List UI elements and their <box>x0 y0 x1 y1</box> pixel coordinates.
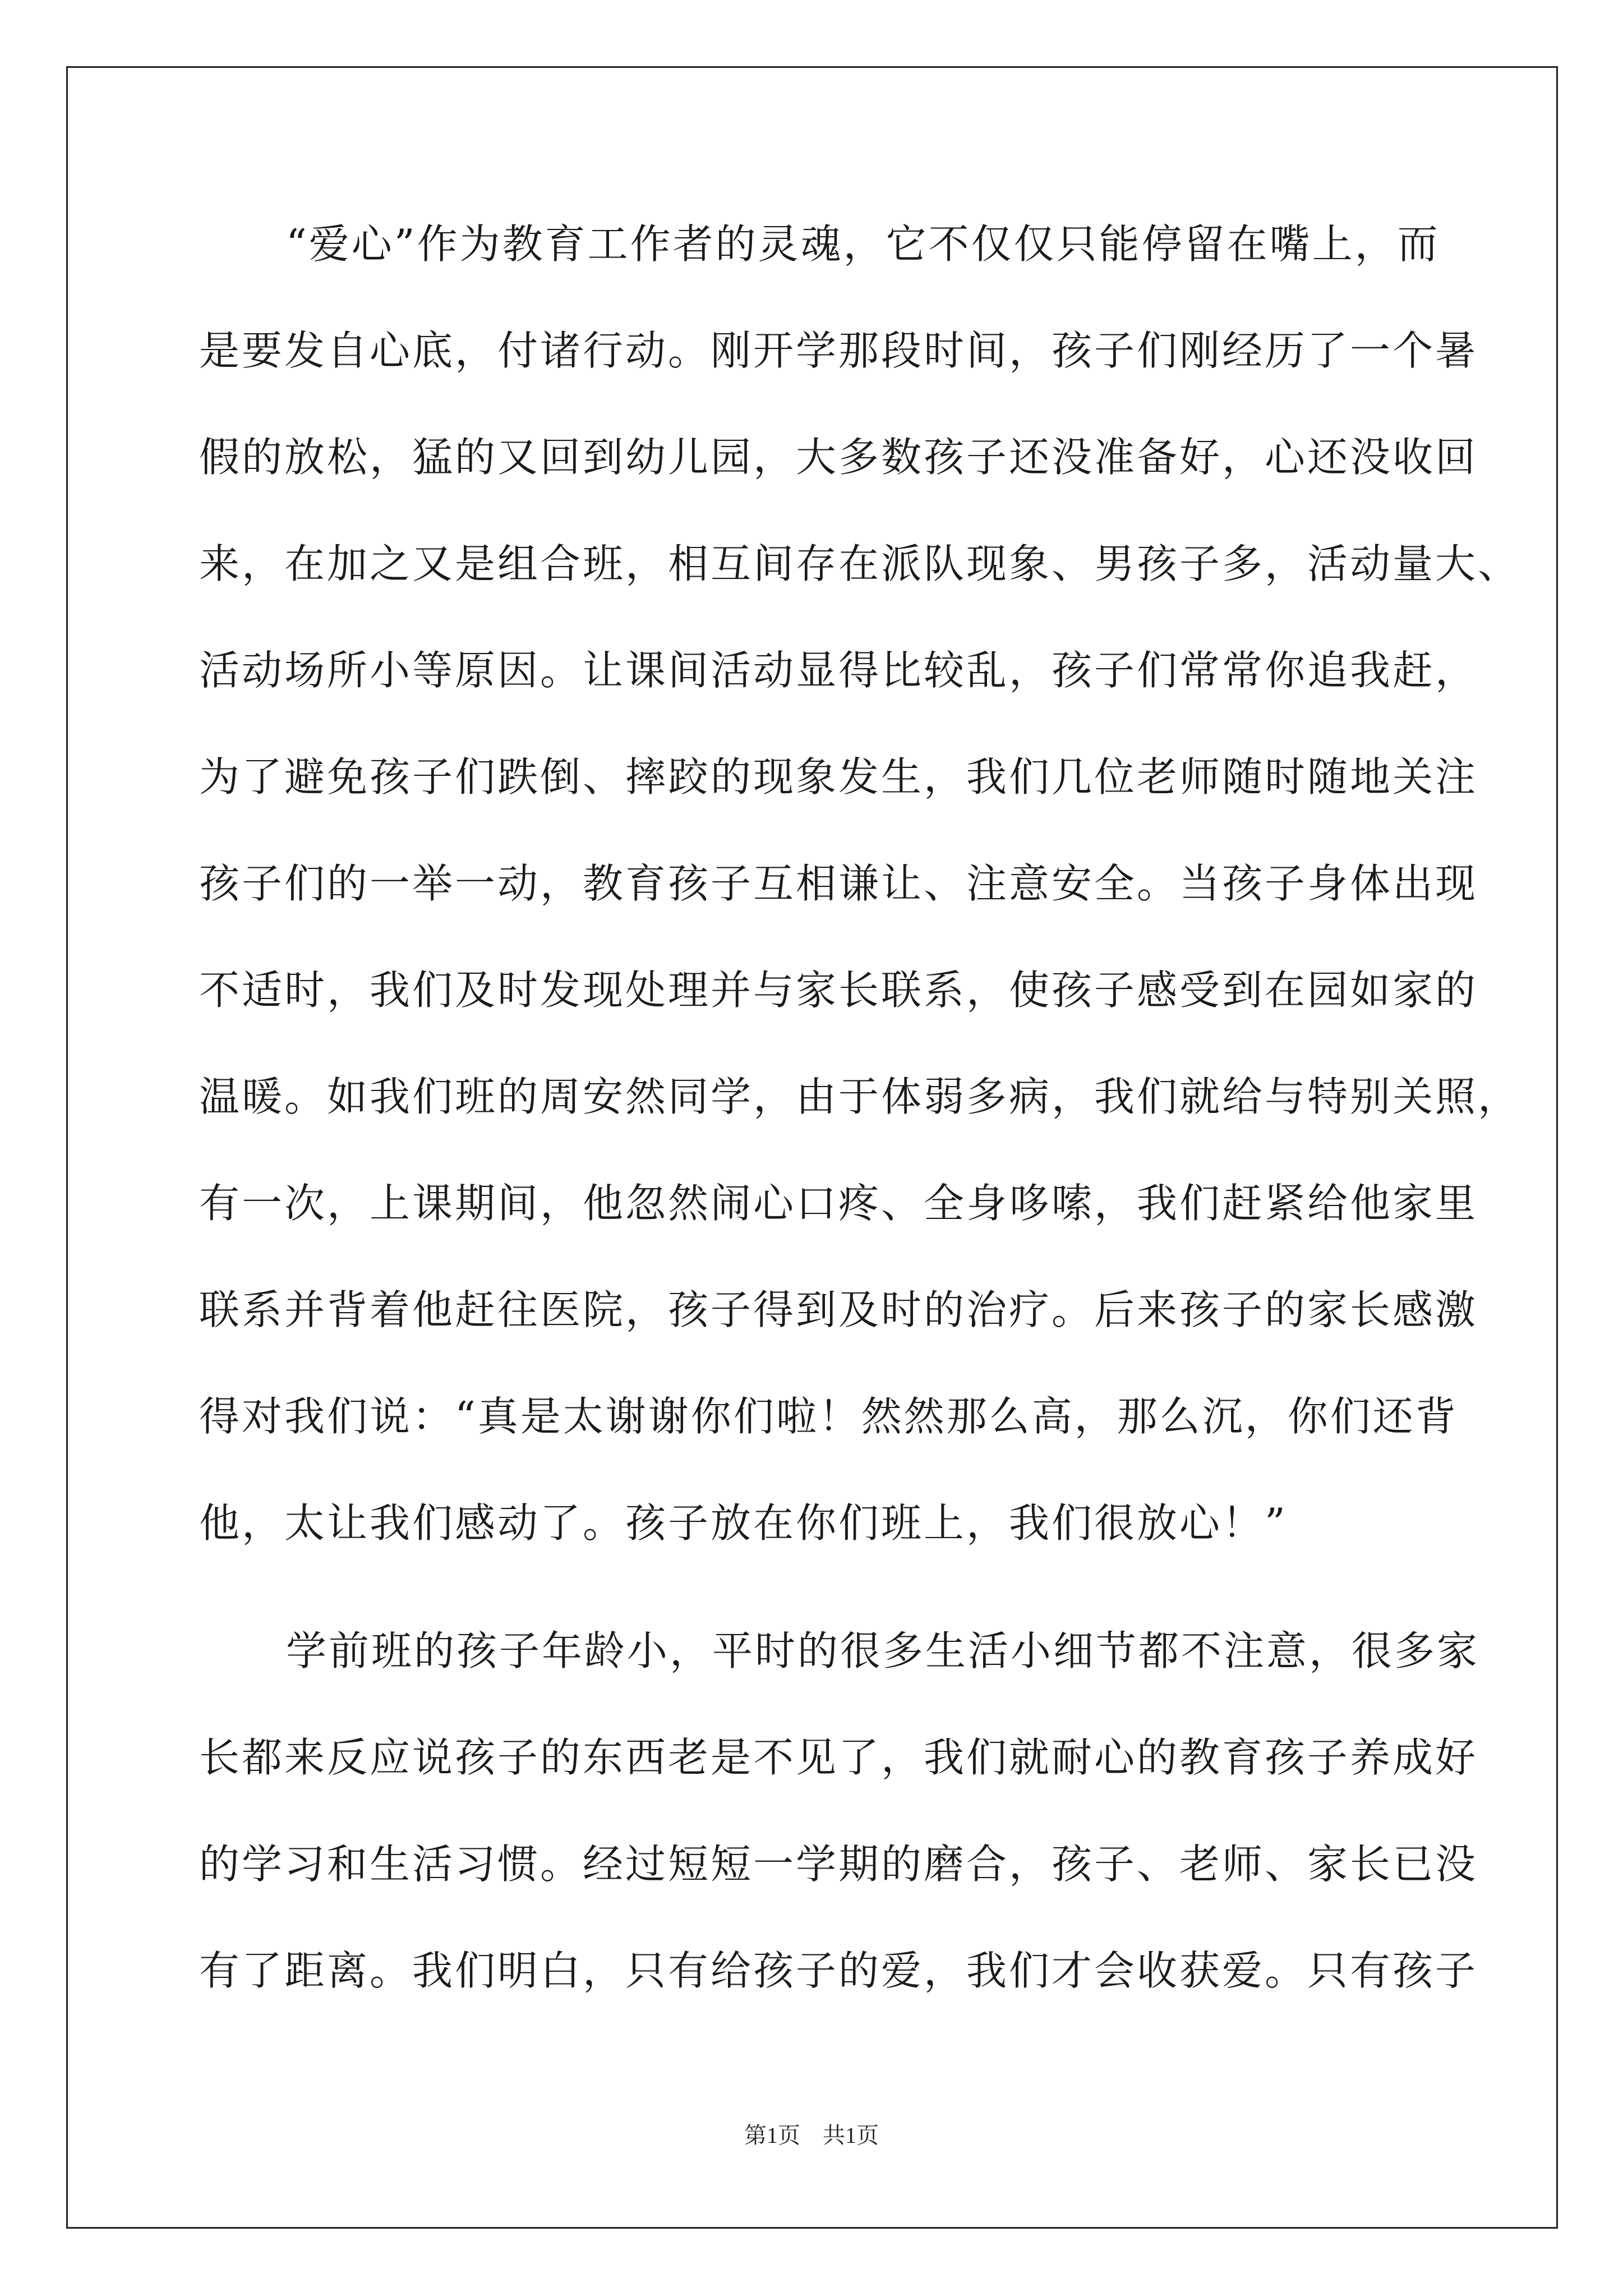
page-number-label: 第1页 共1页 <box>744 2123 879 2148</box>
paragraph-line: 来，在加之又是组合班，相互间存在派队现象、男孩子多，活动量大、 <box>199 540 1521 587</box>
paragraph-line: 活动场所小等原因。让课间活动显得比较乱，孩子们常常你追我赶， <box>199 647 1478 694</box>
paragraph-line: 不适时，我们及时发现处理并与家长联系，使孩子感受到在园如家的 <box>199 967 1478 1014</box>
paragraph-line: 假的放松，猛的又回到幼儿园，大多数孩子还没准备好，心还没收回 <box>199 434 1478 481</box>
paragraph-line: 温暖。如我们班的周安然同学，由于体弱多病，我们就给与特别关照， <box>199 1073 1521 1120</box>
paragraph-line: 有了距离。我们明白，只有给孩子的爱，我们才会收获爱。只有孩子 <box>199 1947 1478 1994</box>
paragraph-line: 有一次，上课期间，他忽然闹心口疼、全身哆嗦，我们赶紧给他家里 <box>199 1180 1478 1227</box>
paragraph-line: 为了避免孩子们跌倒、摔跤的现象发生，我们几位老师随时随地关注 <box>199 753 1478 800</box>
paragraph-line: 的学习和生活习惯。经过短短一学期的磨合，孩子、老师、家长已没 <box>199 1841 1478 1888</box>
page-footer <box>0 2118 1623 2150</box>
paragraph-line: 是要发自心底，付诸行动。刚开学那段时间，孩子们刚经历了一个暑 <box>199 327 1478 374</box>
paragraph-line: 孩子们的一举一动，教育孩子互相谦让、注意安全。当孩子身体出现 <box>199 860 1478 907</box>
document-body <box>199 210 1521 2044</box>
paragraph-line: 长都来反应说孩子的东西老是不见了，我们就耐心的教育孩子养成好 <box>199 1734 1478 1781</box>
paragraph-spacer <box>199 1596 1444 1617</box>
paragraph-line: 得对我们说：“真是太谢谢你们啦！然然那么高，那么沉，你们还背 <box>199 1393 1458 1440</box>
paragraph-line: “爱心”作为教育工作者的灵魂，它不仅仅只能停留在嘴上，而 <box>286 220 1440 268</box>
paragraph-line: 学前班的孩子年龄小，平时的很多生活小细节都不注意，很多家 <box>286 1627 1480 1674</box>
paragraph-line: 他，太让我们感动了。孩子放在你们班上，我们很放心！” <box>199 1499 1288 1547</box>
paragraph-line: 联系并背着他赶往医院，孩子得到及时的治疗。后来孩子的家长感激 <box>199 1286 1478 1333</box>
